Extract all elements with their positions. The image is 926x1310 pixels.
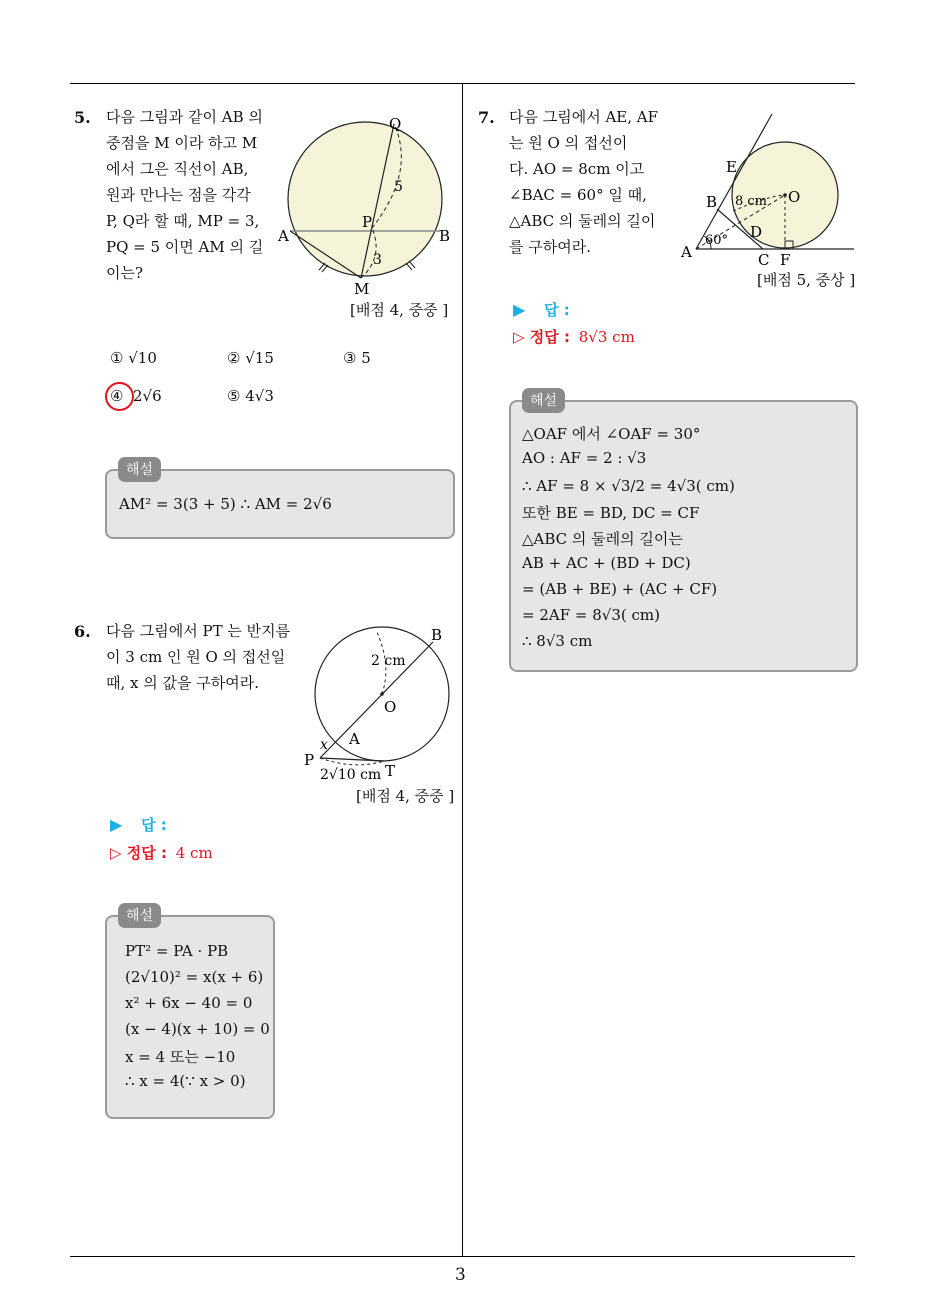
- choice-5[interactable]: ⑤ 4√3: [227, 387, 274, 405]
- label-p: P: [304, 751, 315, 769]
- label-t: T: [385, 762, 396, 780]
- label-radius: 2 cm: [371, 653, 406, 669]
- correct-answer-value: 4 cm: [175, 844, 213, 862]
- page-number: 3: [455, 1265, 466, 1285]
- label-b: B: [439, 227, 451, 245]
- solution-line: x = 4 또는 −10: [125, 1048, 236, 1066]
- correct-answer-line: [110, 842, 213, 863]
- solution-tag: 해설: [118, 457, 161, 482]
- question-number: 7.: [478, 108, 495, 127]
- label-length: 8 cm: [735, 194, 768, 209]
- question-number: 5.: [74, 108, 91, 127]
- question-text-line: 다음 그림과 같이 AB 의: [106, 108, 263, 126]
- label-o: O: [788, 188, 801, 206]
- answer-line: [110, 814, 167, 835]
- label-e: E: [726, 158, 737, 176]
- question-text-line: 에서 그은 직선이 AB,: [106, 160, 249, 178]
- question-text-line: 다음 그림에서 PT 는 반지름: [106, 622, 291, 640]
- solution-line: AB + AC + (BD + DC): [522, 554, 691, 572]
- question-text-line: 때, x 의 값을 구하여라.: [106, 674, 259, 692]
- label-three: 3: [373, 252, 382, 268]
- label-q: Q: [389, 115, 402, 133]
- question-text-line: 다음 그림에서 AE, AF: [509, 108, 659, 126]
- question-text-line: 원과 만나는 점을 각각: [106, 186, 251, 204]
- choice-4-value: 2√6: [133, 387, 162, 405]
- question-text-line: PQ = 5 이면 AM 의 길: [106, 238, 264, 256]
- solution-line: (2√10)² = x(x + 6): [125, 968, 264, 986]
- question-number: 6.: [74, 622, 91, 641]
- choice-2[interactable]: ② √15: [227, 349, 274, 367]
- grade-label: [배점 5, 중상 ]: [757, 271, 856, 289]
- choice-3[interactable]: ③ 5: [343, 349, 371, 367]
- label-o: O: [384, 698, 397, 716]
- label-b: B: [706, 193, 718, 211]
- question-text-line: 다. AO = 8cm 이고: [509, 160, 645, 178]
- answer-line: [513, 299, 570, 320]
- solution-line: x² + 6x − 40 = 0: [125, 994, 253, 1012]
- label-p: P: [362, 213, 373, 231]
- grade-label: [배점 4, 중중 ]: [350, 301, 449, 319]
- center-point: [783, 193, 787, 197]
- tangent-figure-q7: [678, 110, 860, 270]
- question-text-line: ∠BAC = 60° 일 때,: [509, 186, 647, 204]
- question-text-line: 이는?: [106, 264, 144, 282]
- label-five: 5: [394, 179, 403, 195]
- solution-line: △OAF 에서 ∠OAF = 30°: [522, 425, 701, 443]
- label-c: C: [758, 251, 770, 269]
- label-d: D: [750, 223, 763, 241]
- label-a: A: [681, 243, 692, 261]
- solution-line: = (AB + BE) + (AC + CF): [522, 580, 718, 598]
- grade-label: [배점 4, 중중 ]: [356, 787, 455, 805]
- solution-line: PT² = PA · PB: [125, 942, 229, 960]
- question-text-line: △ABC 의 둘레의 길이: [509, 212, 656, 230]
- answer-arrow-icon: ▶: [513, 300, 526, 319]
- correct-answer-line: [513, 326, 635, 347]
- circle: [288, 122, 442, 276]
- question-text-line: P, Q라 할 때, MP = 3,: [106, 212, 260, 230]
- solution-tag: 해설: [118, 903, 161, 928]
- solution-line: AO : AF = 2 : √3: [522, 449, 647, 467]
- label-m: M: [354, 280, 370, 297]
- solution-line: ∴ x = 4(∵ x > 0): [125, 1072, 246, 1090]
- circle-figure-q6: [300, 620, 460, 785]
- answer-label: 답 :: [141, 816, 167, 834]
- question-text-line: 를 구하여라.: [509, 238, 591, 256]
- question-text-line: 중점을 M 이라 하고 M: [106, 134, 258, 152]
- solution-line: ∴ AF = 8 × √3/2 = 4√3( cm): [522, 477, 735, 495]
- tangent-pt: [320, 758, 384, 761]
- label-tangent-length: 2√10 cm: [320, 767, 382, 783]
- solution-line: 또한 BE = BD, DC = CF: [522, 504, 700, 522]
- question-text-line: 이 3 cm 인 원 O 의 접선일: [106, 648, 286, 666]
- label-b: B: [431, 626, 443, 644]
- label-a: A: [349, 730, 360, 748]
- choice-1[interactable]: ① √10: [110, 349, 157, 367]
- solution-line: △ABC 의 둘레의 길이는: [522, 530, 683, 548]
- answer-arrow-icon: ▶: [110, 815, 123, 834]
- label-f: F: [780, 251, 791, 269]
- solution-line: = 2AF = 8√3( cm): [522, 606, 660, 624]
- solution-tag: 해설: [522, 388, 565, 413]
- solution-text: AM² = 3(3 + 5) ∴ AM = 2√6: [119, 495, 332, 513]
- answer-label: 답 :: [544, 301, 570, 319]
- solution-line: (x − 4)(x + 10) = 0: [125, 1020, 270, 1038]
- label-a: A: [278, 227, 289, 245]
- choice-4[interactable]: ④: [110, 387, 124, 405]
- correct-answer-value: 8√3 cm: [578, 328, 635, 346]
- question-text-line: 는 원 O 의 접선이: [509, 134, 628, 152]
- correct-answer-label: ▷ 정답 :: [513, 328, 570, 346]
- label-x: x: [320, 737, 328, 753]
- column-divider: [462, 83, 463, 1256]
- label-angle: 60°: [705, 233, 729, 248]
- circle-figure-q5: [276, 112, 456, 297]
- solution-line: ∴ 8√3 cm: [522, 632, 593, 650]
- correct-answer-label: ▷ 정답 :: [110, 844, 167, 862]
- bottom-rule: [70, 1256, 855, 1257]
